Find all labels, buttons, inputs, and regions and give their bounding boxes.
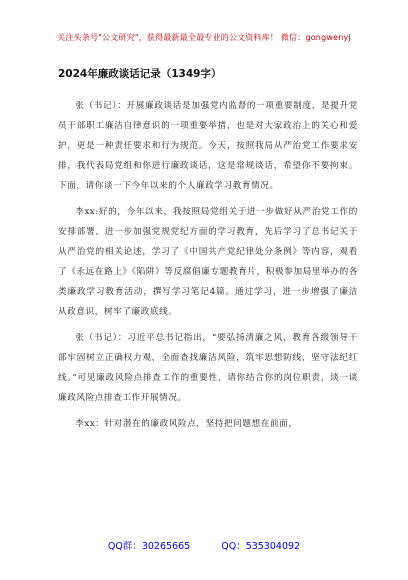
footer <box>0 538 408 552</box>
paragraph: 李xx：针对潜在的廉政风险点，坚持把问题想在前面， <box>75 419 298 429</box>
qq-group-number: QQ群：30265665 <box>107 541 191 552</box>
header-note: 关注头条号"公文研究"，获得最新最全最专业的公文资料库！ 微信：gongwenyj <box>57 33 351 42</box>
paragraph: 李xx:好的，今年以来，我按照局党组关于进一步做好从严治党工作的安排部署，进一步加强党规党纪方面的学习教育，先后学习了总书记关于从严治党的相关论述，学习了《中国共产党纪律处分条例》等内容，观看了《永远在路上》《陷阱》等反腐倡廉专题教育片，积极参加局里举办的各类廉政学习教育活动，撰写学习笔记4篇。通过学习，进一步增强了廉洁从政意识，树牢了廉政底线。 <box>58 207 358 317</box>
document-title: 2024年廉政谈话记录（1349字） <box>58 68 222 80</box>
qq-number: QQ：535304092 <box>221 541 301 552</box>
paragraph: 张（书记）：习近平总书记指出，“要弘扬清廉之风，教育各级领导干部牢固树立正确权力观，全面查找廉洁风险，筑牢思想防线，坚守法纪红线。”可见廉政风险点排查工作的重要性，请你结合你的岗位职责，谈一谈廉政风险点排查工作开展情况。 <box>58 333 358 403</box>
paragraph: 张（书记）：开展廉政谈话是加强党内监督的一项重要制度，是提升党员干部职工廉洁自律意识的一项重要举措，也是对大家政治上的关心和爱护，更是一种责任要求和行为规范。今天，按照我局从严治党工作要求安排，我代表局党组和你进行廉政谈话，这是常规谈话，希望你不要拘束。下面，请你谈一下今年以来的个人廉政学习教育情况。 <box>58 101 358 191</box>
document-body <box>58 96 358 440</box>
